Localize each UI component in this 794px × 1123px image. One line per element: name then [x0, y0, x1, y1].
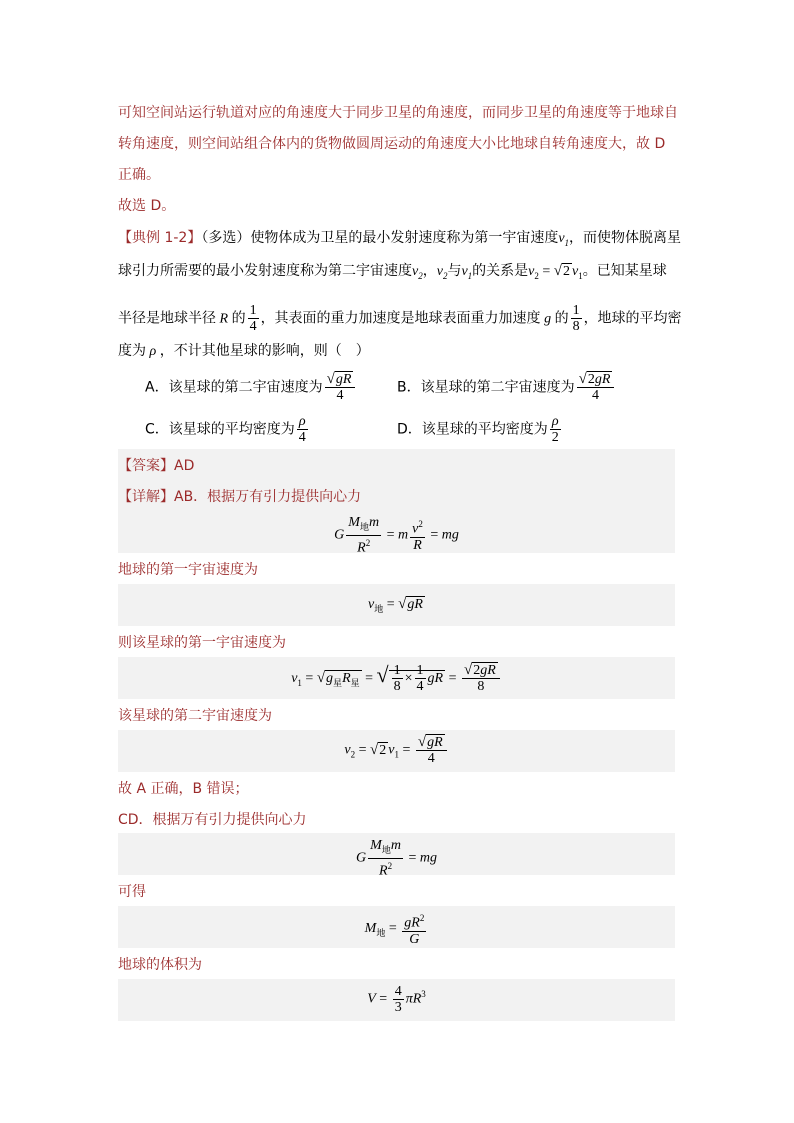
problem-text-8: 半径是地球半径	[118, 310, 216, 327]
option-b[interactable]	[397, 372, 616, 403]
option-d[interactable]	[397, 414, 563, 445]
option-d-math: $\frac{\rho}{2}$	[551, 414, 559, 445]
option-c-label: C．该星球的平均密度为	[145, 421, 295, 438]
problem-text-5: 与	[447, 263, 462, 279]
intro-line-1: 可知空间站运行轨道对应的角速度大于同步卫星的角速度，而同步卫星的角速度等于地球自	[118, 105, 678, 121]
intro-line-3: 正确。	[118, 167, 160, 183]
problem-text-4: ，	[422, 263, 437, 279]
answer-label: 【答案】	[118, 458, 174, 474]
problem-text-7: 。已知某星球	[582, 263, 667, 279]
option-d-label: D．该星球的平均密度为	[397, 421, 548, 438]
problem-text-13: 度为	[118, 343, 146, 359]
problem-text-9: 的	[231, 310, 246, 327]
problem-text-10: ，其表面的重力加速度是地球表面重力加速度	[260, 310, 541, 327]
equation-3: $v_1 = √g_星R_星$ = √ $\frac{1}{8}$ × $\frac{1}{4}$ gR = $\frac{√2gR}{8}$	[118, 662, 675, 694]
problem-text-6: 的关系是	[472, 263, 529, 279]
obtain-text: 可得	[118, 884, 146, 900]
math-frac-1-8: $\frac{1}{8}$	[572, 303, 580, 334]
star-first-text: 则该星球的第一宇宙速度为	[118, 635, 286, 651]
equation-5: G $\frac{M_地m}{R^2}$ = mg	[356, 838, 437, 879]
problem-tag: 【典例 1-2】	[118, 230, 202, 246]
problem-line-1	[118, 228, 681, 253]
math-rho: ρ	[146, 344, 160, 359]
math-relation: $v_2 = √2$ $v_1$	[528, 263, 583, 281]
intro-line-2: 转角速度，则空间站组合体内的货物做圆周运动的角速度大小比地球自转角速度大，故 D	[118, 136, 666, 152]
earth-first-text: 地球的第一宇宙速度为	[118, 562, 258, 578]
problem-text-3: 球引力所需要的最小发射速度称为第二宇宙速度	[118, 263, 412, 279]
math-v2b: $v_2$	[436, 264, 448, 281]
problem-text-14: ，不计其他星球的影响，则（ ）	[159, 343, 370, 359]
intro-line-4: 故选 D。	[118, 198, 176, 214]
option-a[interactable]	[145, 372, 357, 403]
math-R: R	[216, 311, 232, 327]
math-g: g	[540, 311, 555, 327]
option-c[interactable]	[145, 414, 310, 445]
equation-7: V = $\frac{4}{3}$ $\pi R^3$	[367, 984, 426, 1015]
problem-text-12: ，地球的平均密	[583, 310, 682, 327]
equation-1: G $\frac{M_地m}{R^2}$ = m $\frac{v^2}{R}$ = mg	[334, 515, 459, 556]
detail-label: 【详解】	[118, 489, 174, 505]
option-a-math: $\frac{√gR}{4}$	[325, 372, 356, 403]
option-b-math: $\frac{√2gR}{4}$	[577, 372, 615, 403]
detail-ab-text: AB．根据万有引力提供向心力	[174, 489, 362, 505]
detail-line	[118, 487, 361, 507]
star-second-text: 该星球的第二宇宙速度为	[118, 708, 272, 724]
problem-line-4	[118, 341, 370, 362]
problem-text-1: （多选）使物体成为卫星的最小发射速度称为第一宇宙速度	[201, 230, 559, 246]
math-v1b: $v_1$	[461, 264, 473, 281]
problem-text-11: 的	[554, 310, 569, 327]
answer-line	[118, 456, 194, 476]
option-c-math: $\frac{\rho}{4}$	[298, 414, 306, 445]
conclusion-text: 故 A 正确，B 错误；	[118, 781, 249, 797]
equation-2: $v_地 = √gR$	[368, 596, 423, 614]
equation-6: $M_地$ = $\frac{gR^2}{G}$	[364, 913, 425, 947]
detail-cd-text: CD．根据万有引力提供向心力	[118, 812, 307, 828]
math-v1: $v_1$	[558, 231, 570, 248]
option-a-label: A．该星球的第二宇宙速度为	[145, 379, 323, 396]
math-frac-1-4: $\frac{1}{4}$	[249, 303, 257, 334]
problem-line-3	[118, 303, 682, 334]
volume-text: 地球的体积为	[118, 957, 202, 973]
problem-text-2: ，而使物体脱离星	[569, 230, 682, 246]
math-v2: $v_2$	[412, 264, 423, 281]
problem-line-2	[118, 261, 667, 286]
equation-4: $v_2 = √2$ $v_1$ = $\frac{√gR}{4}$	[118, 735, 675, 766]
answer-value: AD	[174, 458, 195, 474]
option-b-label: B．该星球的第二宇宙速度为	[397, 379, 575, 396]
